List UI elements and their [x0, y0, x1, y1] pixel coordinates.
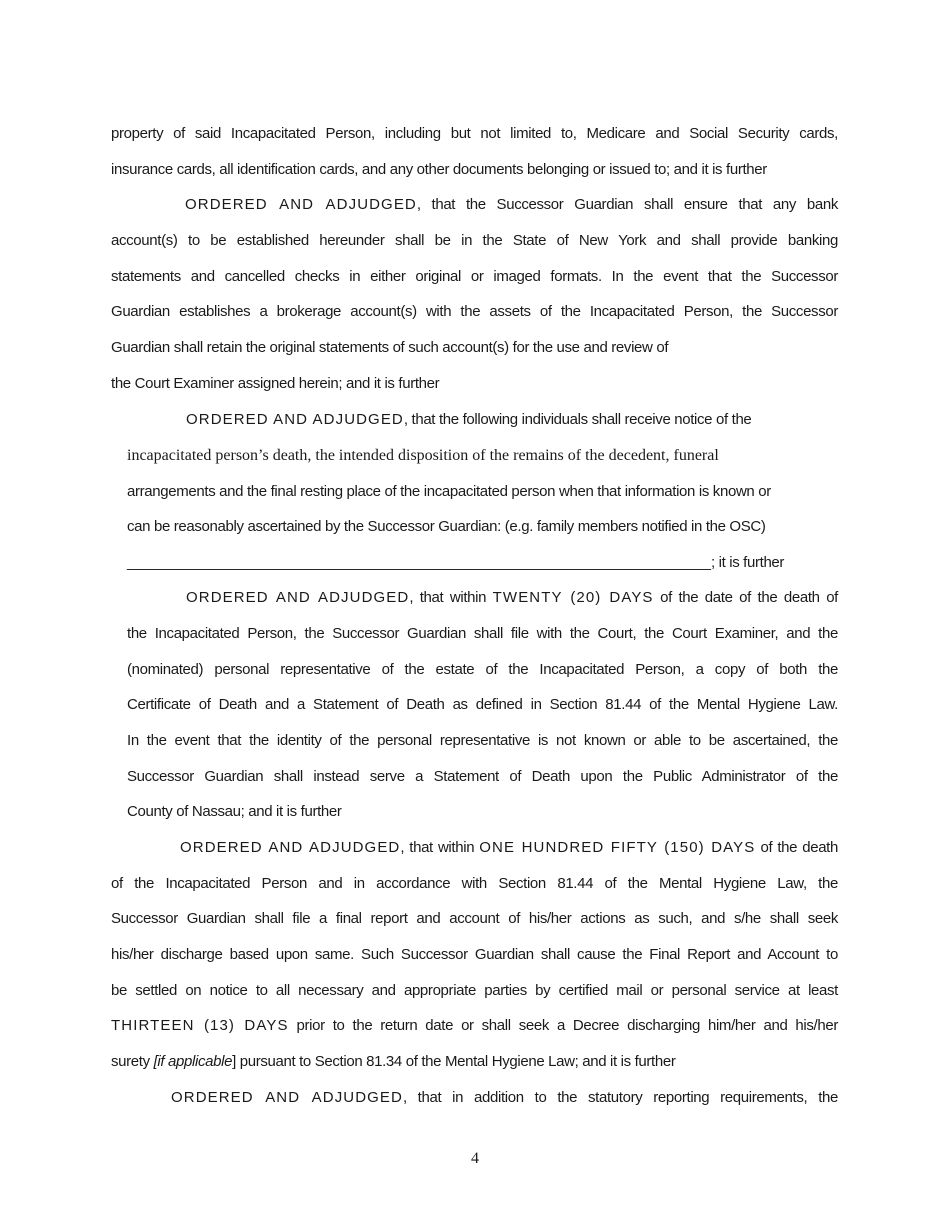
- text-line: (nominated) personal representative of the estate of the Incapacitated Person, a copy of both the: [127, 661, 838, 678]
- text-line: Successor Guardian shall instead serve a Statement of Death upon the Public Administrator of the: [127, 768, 838, 785]
- text-line: the Court Examiner assigned herein; and it is further: [111, 375, 440, 392]
- ordered-paragraph-start: [186, 588, 838, 608]
- text-span: of the death: [755, 839, 838, 856]
- text-span: prior to the return date or shall seek a Decree discharging him/her and his/her: [288, 1017, 838, 1034]
- ordered-adjudged-heading: ORDERED AND ADJUDGED: [186, 589, 410, 606]
- text-line: his/her discharge based upon same. Such Successor Guardian shall cause the Final Report and Account to: [111, 946, 838, 963]
- ordered-paragraph-start: [185, 195, 838, 215]
- text-span: , that in addition to the statutory reporting requirements, the: [402, 1089, 838, 1106]
- text-line: Guardian shall retain the original statements of such account(s) for the use and review of: [111, 339, 669, 356]
- text-line: [111, 1016, 838, 1036]
- deadline-emphasis: TWENTY (20) DAYS: [492, 589, 654, 606]
- text-line: account(s) to be established hereunder shall be in the State of New York and shall provide banking: [111, 232, 838, 249]
- notice-recipients-line: [127, 553, 784, 573]
- ordered-paragraph-start: [171, 1088, 838, 1108]
- text-span: surety: [111, 1053, 154, 1070]
- text-line: statements and cancelled checks in either original or imaged formats. In the event that the Successor: [111, 268, 838, 285]
- text-line: be settled on notice to all necessary and appropriate parties by certified mail or personal service at least: [111, 982, 838, 999]
- italic-note: [if applicable: [153, 1053, 233, 1070]
- text-line: arrangements and the final resting place of the incapacitated person when that information is known or: [127, 483, 771, 500]
- text-line: can be reasonably ascertained by the Successor Guardian: (e.g. family members notified in the OSC): [127, 518, 766, 535]
- text-span: , that within: [409, 589, 493, 606]
- ordered-adjudged-heading: ORDERED AND ADJUDGED: [180, 839, 401, 856]
- fill-in-blank: ______________________________________________________________________: [127, 554, 711, 571]
- text-span: ] pursuant to Section 81.34 of the Mental Hygiene Law; and it is further: [232, 1053, 676, 1070]
- text-span: ; it is further: [710, 554, 785, 571]
- ordered-adjudged-heading: ORDERED AND ADJUDGED: [185, 196, 417, 213]
- text-line: insurance cards, all identification cards, and any other documents belonging or issued to; and it is further: [111, 161, 767, 178]
- text-line: County of Nassau; and it is further: [127, 803, 342, 820]
- text-line: [111, 1052, 676, 1072]
- deadline-emphasis: THIRTEEN (13) DAYS: [111, 1017, 289, 1034]
- ordered-paragraph-start: [186, 410, 751, 430]
- text-line: of the Incapacitated Person and in accordance with Section 81.44 of the Mental Hygiene Law, the: [111, 875, 838, 892]
- text-span: , that the following individuals shall receive notice of the: [403, 411, 752, 428]
- text-line: Certificate of Death and a Statement of Death as defined in Section 81.44 of the Mental Hygiene Law.: [127, 696, 838, 713]
- text-span: , that the Successor Guardian shall ensure that any bank: [416, 196, 838, 213]
- text-line: property of said Incapacitated Person, including but not limited to, Medicare and Social Security cards,: [111, 125, 838, 142]
- deadline-emphasis: ONE HUNDRED FIFTY (150) DAYS: [479, 839, 756, 856]
- page-number: 4: [471, 1150, 479, 1167]
- text-span: , that within: [400, 839, 480, 856]
- text-line: In the event that the identity of the personal representative is not known or able to be ascertained, the: [127, 732, 838, 749]
- text-line: Successor Guardian shall file a final report and account of his/her actions as such, and s/he shall seek: [111, 910, 838, 927]
- ordered-adjudged-heading: ORDERED AND ADJUDGED: [171, 1089, 403, 1106]
- text-line: Guardian establishes a brokerage account(s) with the assets of the Incapacitated Person, the Successor: [111, 303, 838, 320]
- text-span: of the date of the death of: [653, 589, 839, 606]
- ordered-adjudged-heading: ORDERED AND ADJUDGED: [186, 411, 404, 428]
- text-line: the Incapacitated Person, the Successor Guardian shall file with the Court, the Court Examiner, and the: [127, 625, 838, 642]
- ordered-paragraph-start: [180, 838, 838, 858]
- text-line: incapacitated person’s death, the intended disposition of the remains of the decedent, funeral: [127, 447, 719, 464]
